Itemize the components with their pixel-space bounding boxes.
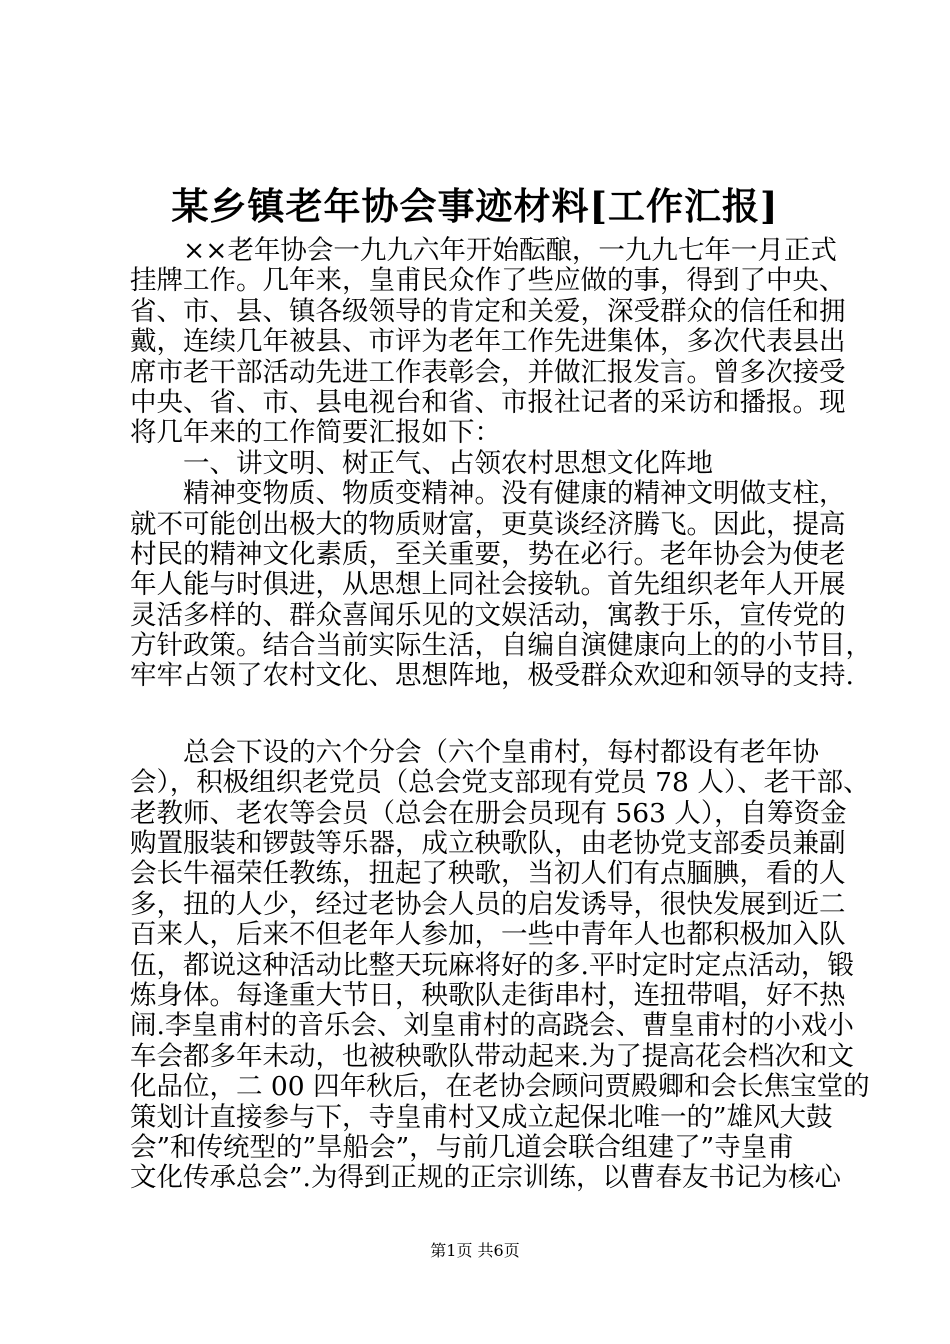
paragraph-line: 方针政策。结合当前实际生活，自编自演健康向上的的小节目， — [130, 630, 872, 662]
paragraph-line: 伍，都说这种活动比整天玩麻将好的多.平时定时定点活动，锻 — [130, 949, 854, 981]
paragraph-line: 炼身体。每逢重大节日，秧歌队走街串村，连扭带唱，好不热 — [130, 979, 846, 1011]
document-title: 某乡镇老年协会事迹材料[工作汇报] — [171, 184, 779, 228]
paragraph-line: 化品位，二 00 四年秋后，在老协会顾问贾殿卿和会长焦宝堂的 — [130, 1071, 870, 1103]
paragraph-line: 挂牌工作。几年来，皇甫民众作了些应做的事，得到了中央、 — [130, 265, 846, 297]
paragraph-line: 戴，连续几年被县、市评为老年工作先进集体，多次代表县出 — [130, 326, 846, 358]
paragraph-line: 文化传承总会”.为得到正规的正宗训练，以曹春友书记为核心 — [130, 1162, 841, 1194]
paragraph-line: 车会都多年未动，也被秧歌队带动起来.为了提高花会档次和文 — [130, 1040, 854, 1072]
page-footer: 第1页 共6页 — [430, 1241, 520, 1260]
paragraph-line: 购置服装和锣鼓等乐器，成立秧歌队，由老协党支部委员兼副 — [130, 828, 846, 860]
paragraph-line: 老教师、老农等会员（总会在册会员现有 563 人），自筹资金 — [130, 797, 847, 829]
document-body — [130, 235, 872, 1194]
paragraph-line: 多，扭的人少，经过老协会人员的启发诱导，很快发展到近二 — [130, 888, 846, 920]
paragraph-line: 牢牢占领了农村文化、思想阵地，极受群众欢迎和领导的支持. — [130, 660, 854, 692]
paragraph-line: 将几年来的工作简要汇报如下： — [130, 417, 501, 449]
paragraph-line: 总会下设的六个分会（六个皇甫村，每村都设有老年协 — [183, 736, 819, 768]
paragraph-spacer — [130, 692, 842, 738]
paragraph-line: 精神变物质、物质变精神。没有健康的精神文明做支柱， — [183, 478, 846, 510]
paragraph-line: 年人能与时俱进，从思想上同社会接轨。首先组织老年人开展 — [130, 569, 846, 601]
paragraph-line: 中央、省、市、县电视台和省、市报社记者的采访和播报。现 — [130, 386, 846, 418]
paragraph-line: 省、市、县、镇各级领导的肯定和关爱，深受群众的信任和拥 — [130, 295, 846, 327]
paragraph-line: 百来人，后来不但老年人参加，一些中青年人也都积极加入队 — [130, 919, 846, 951]
paragraph-line: ××老年协会一九九六年开始酝酿，一九九七年一月正式 — [183, 235, 837, 266]
paragraph-line: 席市老干部活动先进工作表彰会，并做汇报发言。曾多次接受 — [130, 356, 846, 388]
paragraph-line: 闹.李皇甫村的音乐会、刘皇甫村的高跷会、曹皇甫村的小戏小 — [130, 1010, 854, 1042]
paragraph-line: 村民的精神文化素质，至关重要，势在必行。老年协会为使老 — [130, 538, 846, 570]
paragraph-line: 会），积极组织老党员（总会党支部现有党员 78 人）、老干部、 — [130, 767, 870, 799]
paragraph-line: 会长牛福荣任教练，扭起了秧歌，当初人们有点腼腆，看的人 — [130, 858, 846, 890]
paragraph-line: 策划计直接参与下，寺皇甫村又成立起保北唯一的”雄风大鼓 — [130, 1101, 833, 1133]
paragraph-line: 灵活多样的、群众喜闻乐见的文娱活动，寓教于乐，宣传党的 — [130, 599, 846, 631]
paragraph-line: 会”和传统型的”旱船会”，与前几道会联合组建了”寺皇甫 — [130, 1131, 794, 1163]
paragraph-line: 就不可能创出极大的物质财富，更莫谈经济腾飞。因此，提高 — [130, 508, 846, 540]
section-heading: 一、讲文明、树正气、占领农村思想文化阵地 — [183, 447, 713, 479]
